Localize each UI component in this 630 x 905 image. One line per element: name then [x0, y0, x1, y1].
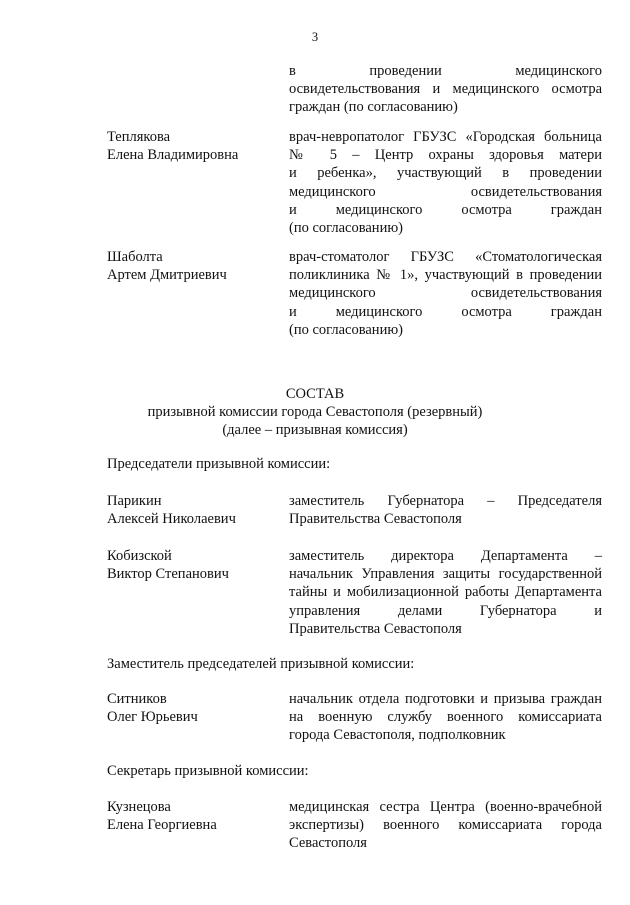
description-line: врач-невропатолог ГБУЗС «Городская больница — [289, 129, 602, 145]
composition-title-block — [0, 385, 630, 440]
description-line: (по согласованию) — [289, 220, 403, 237]
composition-title: СОСТАВ — [285, 386, 345, 402]
member-description — [289, 248, 602, 339]
description-line: на военную службу военного комиссариата — [289, 709, 602, 726]
description-line: управления делами Губернатора и — [289, 602, 602, 619]
description-line: освидетельствования и медицинского осмотра — [289, 81, 602, 98]
description-line: и медицинского осмотра граждан — [289, 303, 602, 320]
deputy-heading: Заместитель председателей призывной комиссии: — [107, 656, 415, 672]
member-description — [289, 798, 602, 853]
composition-subtitle: призывной комиссии города Севастополя (резервный) — [147, 404, 483, 421]
member-name — [107, 690, 282, 726]
description-line: города Севастополя, подполковник — [289, 727, 506, 744]
member-surname: Теплякова — [107, 129, 171, 145]
description-line: (по согласованию) — [289, 321, 403, 338]
description-line: в проведении медицинского — [289, 63, 602, 79]
member-description — [289, 690, 602, 745]
member-given-name: Алексей Николаевич — [107, 511, 236, 528]
description-line: начальник Управления защиты государственной — [289, 566, 602, 583]
member-surname: Кузнецова — [107, 799, 171, 815]
member-surname: Кобизской — [107, 548, 172, 564]
description-line: медицинского освидетельствования — [289, 183, 602, 200]
description-line: граждан (по согласованию) — [289, 99, 458, 116]
member-given-name: Артем Дмитриевич — [107, 267, 227, 284]
description-line: № 5 – Центр охраны здоровья матери — [289, 147, 602, 164]
description-line: медицинская сестра Центра (военно-врачебной — [289, 799, 602, 815]
description-line: заместитель Губернатора – Председателя — [289, 493, 602, 509]
description-line: Правительства Севастополя — [289, 620, 462, 637]
member-description — [289, 547, 602, 638]
description-line: и медицинского осмотра граждан — [289, 201, 602, 218]
secretary-heading: Секретарь призывной комиссии: — [107, 763, 309, 779]
continuation-description — [289, 62, 602, 117]
page-number: 3 — [311, 30, 319, 44]
description-line: Севастополя — [289, 835, 367, 852]
member-name — [107, 492, 282, 528]
member-description — [289, 128, 602, 237]
description-line: начальник отдела подготовки и призыва граждан — [289, 691, 602, 707]
member-name — [107, 248, 282, 284]
member-given-name: Олег Юрьевич — [107, 709, 198, 726]
description-line: Правительства Севастополя — [289, 511, 462, 528]
member-name — [107, 547, 282, 583]
description-line: медицинского освидетельствования — [289, 285, 602, 302]
member-surname: Парикин — [107, 493, 162, 509]
composition-subtitle-note: (далее – призывная комиссия) — [222, 422, 408, 439]
member-given-name: Виктор Степанович — [107, 566, 229, 583]
description-line: и ребенка», участвующий в проведении — [289, 165, 602, 182]
description-line: экспертизы) военного комиссариата города — [289, 817, 602, 834]
member-surname: Шаболта — [107, 249, 163, 265]
member-description — [289, 492, 602, 528]
chairmen-heading: Председатели призывной комиссии: — [107, 456, 331, 472]
member-given-name: Елена Владимировна — [107, 147, 239, 164]
description-line: тайны и мобилизационной работы Департамента — [289, 584, 602, 601]
member-name — [107, 128, 282, 164]
description-line: заместитель директора Департамента – — [289, 548, 602, 564]
description-line: врач-стоматолог ГБУЗС «Стоматологическая — [289, 249, 602, 265]
member-name — [107, 798, 282, 834]
member-surname: Ситников — [107, 691, 167, 707]
description-line: поликлиника № 1», участвующий в проведении — [289, 267, 602, 284]
member-given-name: Елена Георгиевна — [107, 817, 217, 834]
